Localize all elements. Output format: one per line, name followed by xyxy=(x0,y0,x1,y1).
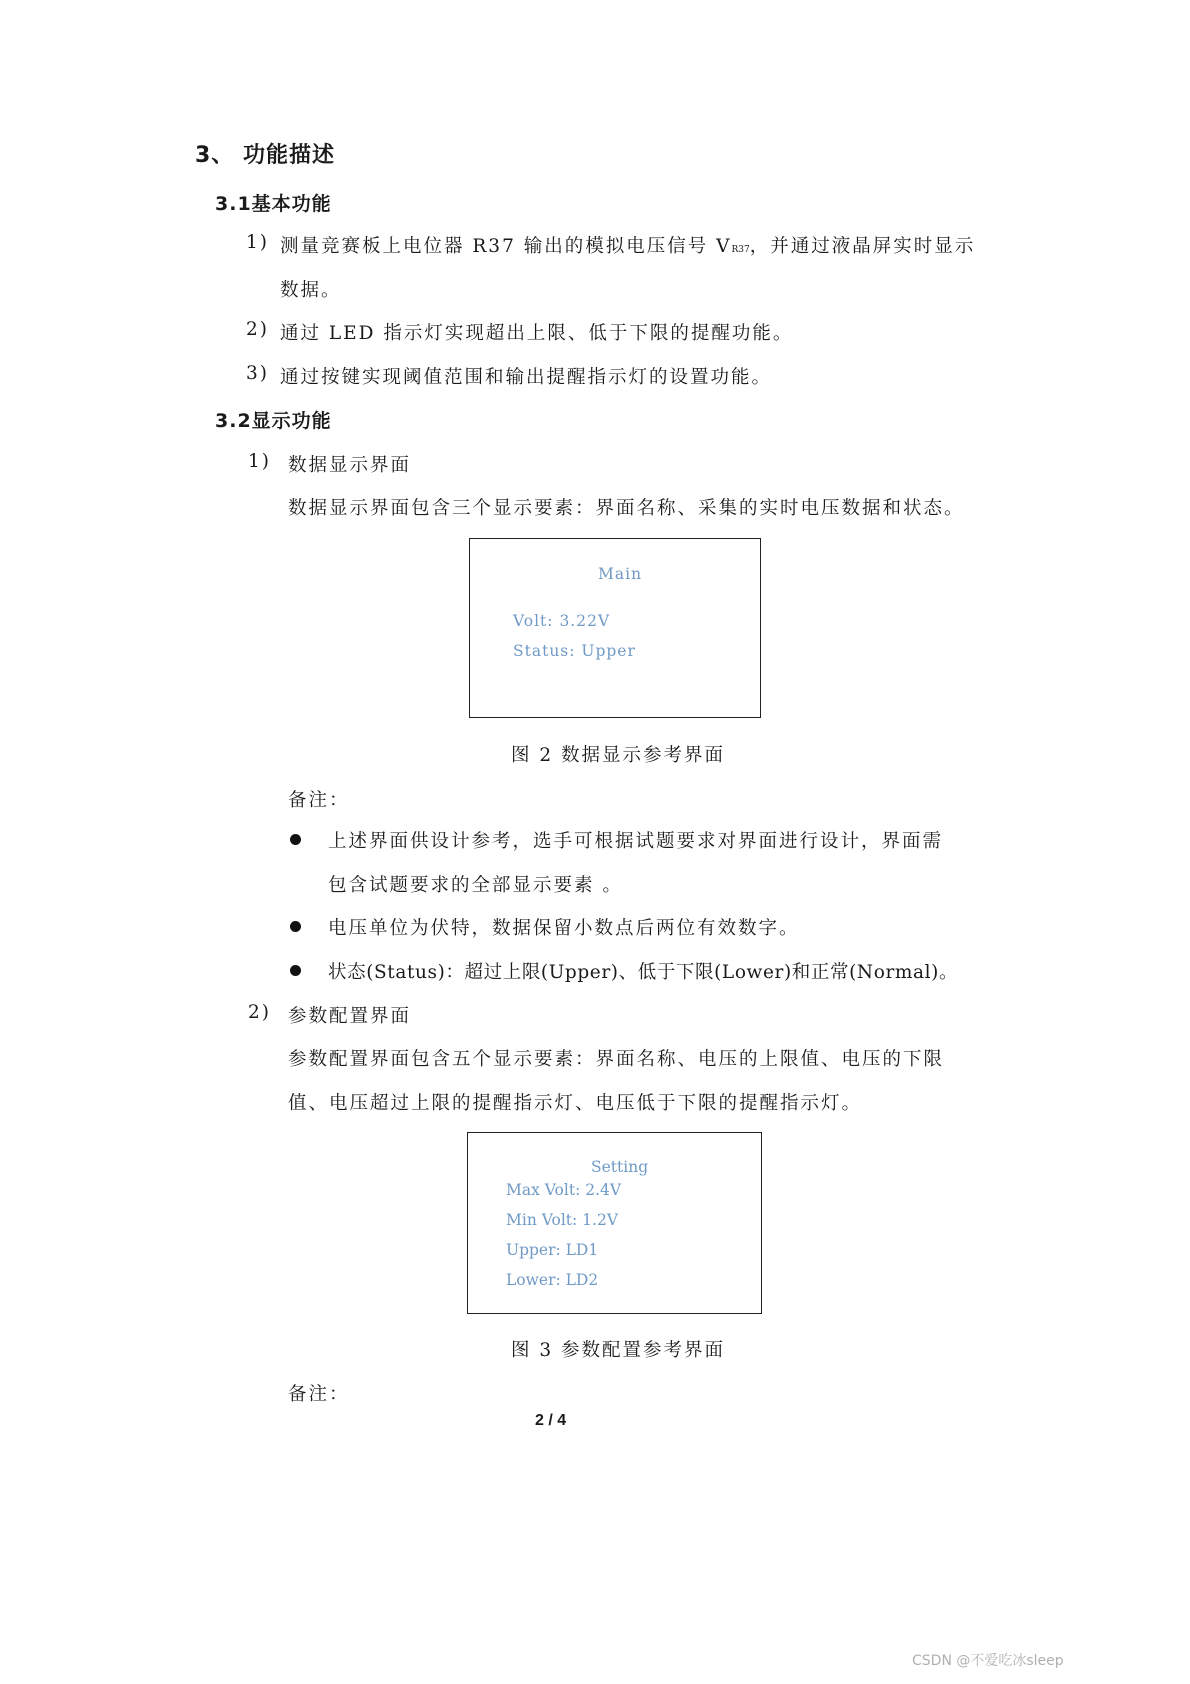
basic-item-3-number: 3) xyxy=(246,363,269,384)
section-title: 3、 功能描述 xyxy=(195,143,335,168)
bullet-dot xyxy=(290,965,301,976)
page-number: 2 / 4 xyxy=(535,1412,567,1429)
basic-item-3-text: 通过按键实现阈值范围和输出提醒指示灯的设置功能。 xyxy=(280,367,773,388)
note-label: 备注： xyxy=(288,790,350,811)
basic-item-1-text-a: 测量竞赛板上电位器 R37 输出的模拟电压信号 V xyxy=(280,236,732,257)
bullet-dot xyxy=(290,921,301,932)
note-bullet-1-line-1: 上述界面供设计参考，选手可根据试题要求对界面进行设计，界面需 xyxy=(328,831,944,852)
subsection-heading-display: 3.2显示功能 xyxy=(215,410,332,432)
note-bullet-1-line-2: 包含试题要求的全部显示要素 。 xyxy=(328,875,623,896)
figure-2-caption: 图 2 数据显示参考界面 xyxy=(511,745,726,766)
display-item-1-description: 数据显示界面包含三个显示要素：界面名称、采集的实时电压数据和状态。 xyxy=(288,498,965,519)
setting-screen-upper: Upper: LD1 xyxy=(506,1241,599,1259)
bullet-dot xyxy=(290,834,301,845)
basic-item-1-text-b: ，并通过液晶屏实时显示 xyxy=(749,236,976,257)
note-label-2: 备注： xyxy=(288,1384,350,1405)
display-item-1-number: 1) xyxy=(248,451,271,472)
note-bullet-2: 电压单位为伏特，数据保留小数点后两位有效数字。 xyxy=(328,918,800,939)
display-item-2-number: 2) xyxy=(248,1002,271,1023)
setting-screen-lower: Lower: LD2 xyxy=(506,1271,599,1289)
figure-3-caption: 图 3 参数配置参考界面 xyxy=(511,1340,726,1361)
basic-item-1-continuation: 数据。 xyxy=(280,280,342,301)
basic-item-1-subscript: R37 xyxy=(731,245,750,255)
basic-item-2-text: 通过 LED 指示灯实现超出上限、低于下限的提醒功能。 xyxy=(280,323,794,344)
display-item-2-title: 参数配置界面 xyxy=(288,1006,412,1027)
subsection-heading-basic: 3.1基本功能 xyxy=(215,193,332,215)
setting-screen-max-volt: Max Volt: 2.4V xyxy=(506,1181,622,1199)
main-screen-status: Status: Upper xyxy=(513,642,636,660)
setting-screen-title: Setting xyxy=(591,1158,649,1176)
main-screen-figure xyxy=(469,538,761,718)
display-item-2-description-line-1: 参数配置界面包含五个显示要素：界面名称、电压的上限值、电压的下限 xyxy=(288,1049,945,1070)
basic-item-1-text xyxy=(280,232,975,258)
basic-item-1-number: 1) xyxy=(246,232,269,253)
main-screen-title: Main xyxy=(598,565,643,583)
note-bullet-3: 状态(Status)：超过上限(Upper)、低于下限(Lower)和正常(Normal)。 xyxy=(328,962,959,983)
basic-item-2-number: 2) xyxy=(246,319,269,340)
display-item-2-description-line-2: 值、电压超过上限的提醒指示灯、电压低于下限的提醒指示灯。 xyxy=(288,1093,863,1114)
watermark: CSDN @不爱吃冰sleep xyxy=(912,1653,1064,1669)
setting-screen-figure xyxy=(467,1132,762,1314)
setting-screen-min-volt: Min Volt: 1.2V xyxy=(506,1211,619,1229)
display-item-1-title: 数据显示界面 xyxy=(288,455,412,476)
main-screen-volt: Volt: 3.22V xyxy=(513,612,611,630)
